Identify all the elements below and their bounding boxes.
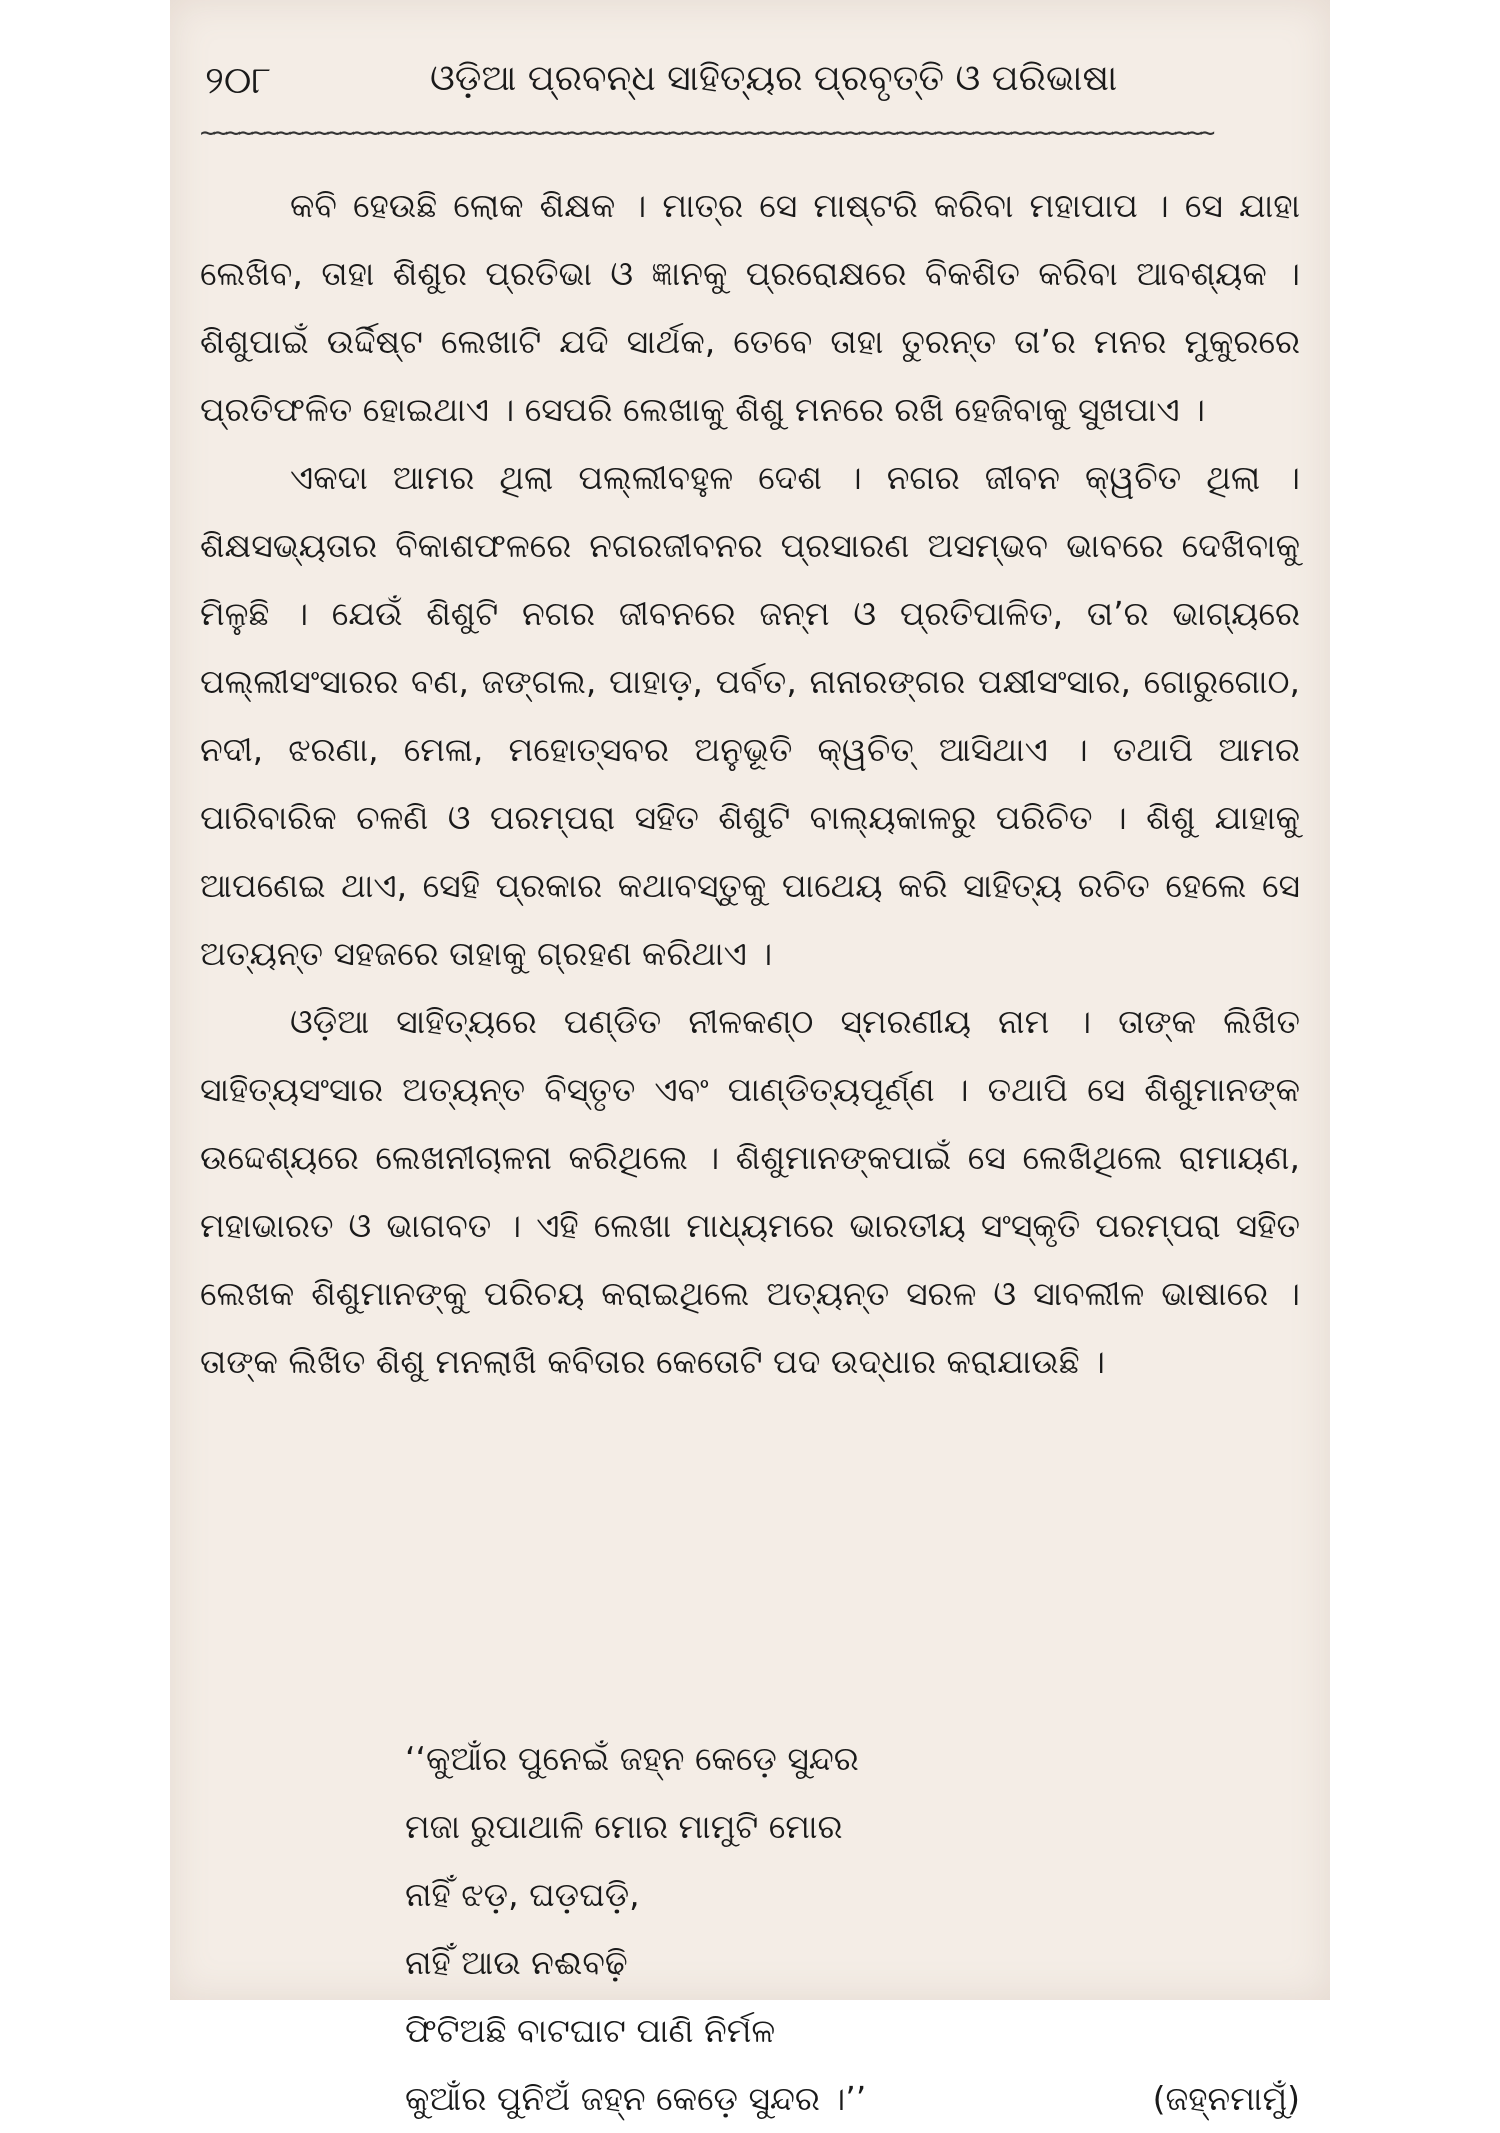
book-page xyxy=(170,0,1330,2118)
running-title: ଓଡ଼ିଆ ପ୍ରବନ୍ଧ ସାହିତ୍ୟର ପ୍ରବୃତ୍ତି ଓ ପରିଭାଷା xyxy=(430,58,1118,99)
poem-line-3: ନାହିଁ ଝଡ଼, ଘଡ଼ଘଡ଼ି, xyxy=(405,1875,640,1914)
paragraph-3: ଓଡ଼ିଆ ସାହିତ୍ୟରେ ପଣ୍ଡିତ ନୀଳକଣ୍ଠ ସ୍ମରଣୀୟ ନାମ । ତାଙ୍କ ଲିଖିତ ସାହିତ୍ୟସଂସାର ଅତ୍ୟନ୍ତ ବିସ୍ତୃତ ଏବଂ ପାଣ୍ଡିତ୍ୟପୂର୍ଣ୍ଣ । ତଥାପି ସେ ଶିଶୁମାନଙ୍କ ଉଦ୍ଦେଶ୍ୟରେ ଲେଖନୀଚାଳନା କରିଥିଲେ । ଶିଶୁମାନଙ୍କପାଇଁ ସେ ଲେଖିଥିଲେ ରାମାୟଣ, ମହାଭାରତ ଓ ଭାଗବତ । ଏହି ଲେଖା ମାଧ୍ୟମରେ ଭାରତୀୟ ସଂସ୍କୃତି ପରମ୍ପରା ସହିତ ଲେଖକ ଶିଶୁମାନଙ୍କୁ ପରିଚୟ କରାଇଥିଲେ ଅତ୍ୟନ୍ତ ସରଳ ଓ ସାବଲୀଳ ଭାଷାରେ । ତାଙ୍କ ଲିଖିତ ଶିଶୁ ମନଲାଖି କବିତାର କେତୋଟି ପଦ ଉଦ୍ଧାର କରାଯାଉଛି । xyxy=(200,1002,1300,1381)
poem-line-6: କୁଆଁର ପୁନିଅଁ ଜହ୍ନ କେଡ଼େ ସୁନ୍ଦର ।’’ xyxy=(405,2079,867,2118)
body-text xyxy=(200,172,1300,2118)
paragraph-2: ଏକଦା ଆମର ଥିଲା ପଲ୍ଲୀବହୁଳ ଦେଶ । ନଗର ଜୀବନ କ୍ୱଚିତ ଥିଲା । ଶିକ୍ଷସଭ୍ୟତାର ବିକାଶଫଳରେ ନଗରଜୀବନର ପ୍ରସାରଣ ଅସମ୍ଭବ ଭାବରେ ଦେଖିବାକୁ ମିଳୁଛି । ଯେଉଁ ଶିଶୁଟି ନଗର ଜୀବନରେ ଜନ୍ମ ଓ ପ୍ରତିପାଳିତ, ତା’ର ଭାଗ୍ୟରେ ପଲ୍ଲୀସଂସାରର ବଣ, ଜଙ୍ଗଲ, ପାହାଡ଼, ପର୍ବତ, ନାନାରଙ୍ଗର ପକ୍ଷୀସଂସାର, ଗୋରୁଗୋଠ, ନଦୀ, ଝରଣା, ମେଳା, ମହୋତ୍ସବର ଅନୁଭୂତି କ୍ୱଚିତ୍ ଆସିଥାଏ । ତଥାପି ଆମର ପାରିବାରିକ ଚଳଣି ଓ ପରମ୍ପରା ସହିତ ଶିଶୁଟି ବାଲ୍ୟକାଳରୁ ପରିଚିତ । ଶିଶୁ ଯାହାକୁ ଆପଣେଇ ଥାଏ, ସେହି ପ୍ରକାର କଥାବସ୍ତୁକୁ ପାଥେୟ କରି ସାହିତ୍ୟ ରଚିତ ହେଲେ ସେ ଅତ୍ୟନ୍ତ ସହଜରେ ତାହାକୁ ଗ୍ରହଣ କରିଥାଏ । xyxy=(200,458,1300,973)
poem-quote xyxy=(200,1725,1300,2133)
paragraph-1: କବି ହେଉଛି ଲୋକ ଶିକ୍ଷକ । ମାତ୍ର ସେ ମାଷ୍ଟରି କରିବା ମହାପାପ । ସେ ଯାହା ଲେଖିବ, ତାହା ଶିଶୁର ପ୍ରତିଭା ଓ ଜ୍ଞାନକୁ ପ୍ରରୋକ୍ଷରେ ବିକଶିତ କରିବା ଆବଶ୍ୟକ । ଶିଶୁପାଇଁ ଉର୍ଦ୍ଦିଷ୍ଟ ଲେଖାଟି ଯଦି ସାର୍ଥକ, ତେବେ ତାହା ତୁରନ୍ତ ତା’ର ମନର ମୁକୁରରେ ପ୍ରତିଫଳିତ ହୋଇଥାଏ । ସେପରି ଲେଖାକୁ ଶିଶୁ ମନରେ ରଖି ହେଜିବାକୁ ସୁଖପାଏ । xyxy=(200,186,1300,429)
header-rule: ~~~~~~~~~~~~~~~~~~~~~~~~~~~~~~~~~~~~~~~~~~~~~~~~~~~~~~~~~~~~~~~~~~~~~~~~~~~~~~~~ xyxy=(200,118,1213,148)
poem-line-5: ଫିଟିଅଛି ବାଟଘାଟ ପାଣି ନିର୍ମଳ xyxy=(405,2011,776,2050)
poem-line-4: ନାହିଁ ଆଉ ନଈବଢ଼ି xyxy=(405,1943,628,1982)
page-header xyxy=(205,58,1295,118)
poem-line-1: ‘‘କୁଆଁର ପୁନେଇଁ ଜହ୍ନ କେଡ଼େ ସୁନ୍ଦର xyxy=(405,1739,859,1778)
page-number: ୨୦୮ xyxy=(205,58,272,102)
poem-last-row xyxy=(200,2065,1300,2133)
poem-line-2: ମଜା ରୁପାଥାଳି ମୋର ମାମୁଟି ମୋର xyxy=(405,1807,843,1846)
poem-source: (ଜହ୍ନମାମୁଁ) xyxy=(1152,2079,1300,2118)
